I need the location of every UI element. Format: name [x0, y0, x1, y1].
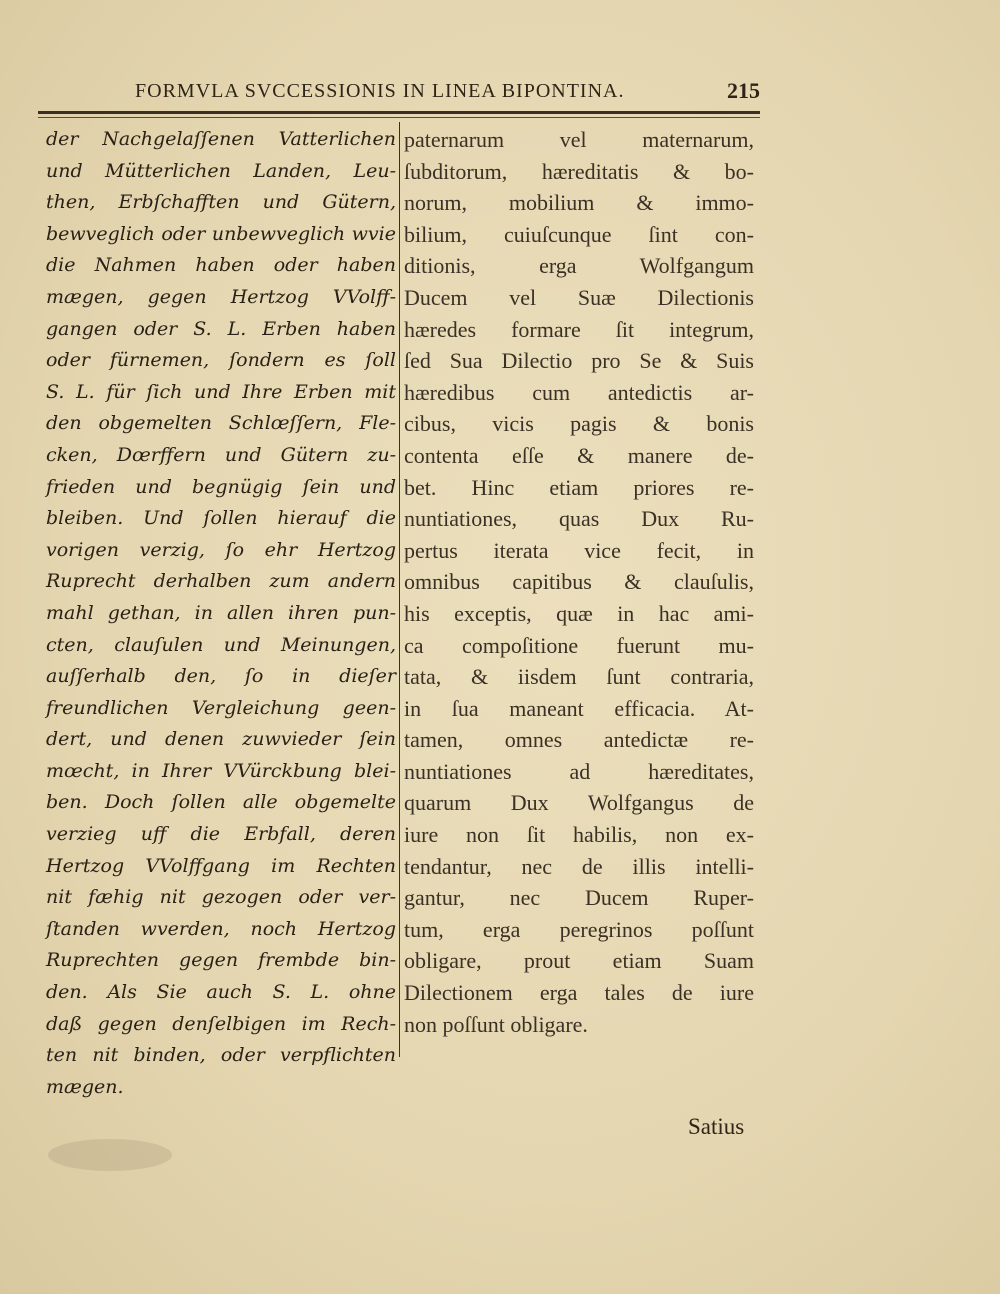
german-text-line: Ruprechten gegen frembde bin-	[46, 949, 396, 972]
german-text-line: mœcht, in Ihrer VVürckbung blei-	[46, 759, 396, 782]
page-number: 215	[727, 78, 760, 103]
german-text-line: mahl gethan, in allen ihren pun-	[46, 601, 396, 624]
german-text-line: den. Als Sie auch S. L. ohne	[46, 981, 396, 1004]
german-text-line: verzieg uff die Erbfall, deren	[46, 823, 396, 846]
german-text-line: then, Erbſchafften und Gütern,	[46, 191, 396, 214]
latin-text-line: tum, erga peregrinos poſſunt	[404, 916, 754, 942]
latin-text-line: Dilectionem erga tales de iure	[404, 980, 754, 1006]
latin-text-line: bet. Hinc etiam priores re-	[404, 474, 754, 500]
latin-text-line: obligare, prout etiam Suam	[404, 948, 754, 974]
running-head	[40, 78, 760, 106]
german-text-line: den obgemelten Schlœſſern, Fle-	[46, 412, 396, 435]
latin-text-line: contenta eſſe & manere de-	[404, 442, 754, 468]
latin-text-line: norum, mobilium & immo-	[404, 190, 754, 216]
german-text-line: die Nahmen haben oder haben	[46, 254, 396, 277]
german-text-line: ben. Doch ſollen alle obgemelte	[46, 791, 396, 814]
german-text-line: cten, clauſulen und Meinungen,	[46, 633, 396, 656]
german-text-line: ten nit binden, oder verpflichten	[46, 1044, 396, 1067]
german-text-line: gangen oder S. L. Erben haben	[46, 317, 396, 340]
latin-text-line: in ſua maneant efficacia. At-	[404, 695, 754, 721]
latin-text-line: his exceptis, quæ in hac ami-	[404, 600, 754, 626]
latin-text-line: pertus iterata vice fecit, in	[404, 537, 754, 563]
bleed-through-smudge	[45, 1135, 175, 1175]
german-text-line: Ruprecht derhalben zum andern	[46, 570, 396, 593]
german-text-line: cken, Dœrffern und Gütern zu-	[46, 443, 396, 466]
latin-text-line: ſubditorum, hæreditatis & bo-	[404, 158, 754, 184]
latin-text-line: gantur, nec Ducem Ruper-	[404, 885, 754, 911]
latin-text-line: tata, & iisdem ſunt contraria,	[404, 664, 754, 690]
german-text-line: dert, und denen zuwvieder ſein	[46, 728, 396, 751]
latin-text-line: ſed Sua Dilectio pro Se & Suis	[404, 348, 754, 374]
latin-text-line: hæredes formare ſit integrum,	[404, 316, 754, 342]
header-rule-thin	[38, 117, 760, 118]
column-divider	[399, 122, 400, 1057]
german-text-line: daß gegen denſelbigen im Rech-	[46, 1012, 396, 1035]
german-text-line: auſſerhalb den, ſo in dieſer	[46, 665, 396, 688]
running-title: FORMVLA SVCCESSIONIS IN LINEA BIPONTINA.	[135, 80, 625, 102]
german-text-line: freundlichen Vergleichung geen-	[46, 696, 396, 719]
latin-text-line: hæredibus cum antedictis ar-	[404, 379, 754, 405]
latin-text-line: omnibus capitibus & clauſulis,	[404, 569, 754, 595]
latin-text-line: cibus, vicis pagis & bonis	[404, 411, 754, 437]
latin-text-column	[404, 124, 754, 1040]
latin-text-line: iure non ſit habilis, non ex-	[404, 822, 754, 848]
latin-text-line: nuntiationes, quas Dux Ru-	[404, 506, 754, 532]
latin-text-line: tendantur, nec de illis intelli-	[404, 853, 754, 879]
german-text-line: Hertzog VVolffgang im Rechten	[46, 854, 396, 877]
german-text-line: nit fæhig nit gezogen oder ver-	[46, 886, 396, 909]
german-text-line: der Nachgelaſſenen Vatterlichen	[46, 128, 396, 150]
latin-text-line: Ducem vel Suæ Dilectionis	[404, 284, 754, 310]
latin-text-line: ca compoſitione fuerunt mu-	[404, 632, 754, 658]
german-text-column	[46, 124, 396, 1103]
latin-text-line: bilium, cuiuſcunque ſint con-	[404, 221, 754, 247]
catchword: Satius	[688, 1114, 745, 1139]
header-rule	[38, 111, 760, 114]
german-text-line: ſtanden wverden, noch Hertzog	[46, 917, 396, 940]
german-text-line: bleiben. Und ſollen hierauf die	[46, 507, 396, 530]
latin-text-line: quarum Dux Wolfgangus de	[404, 790, 754, 816]
german-text-line: frieden und begnügig ſein und	[46, 475, 396, 498]
german-text-line: vorigen verzig, ſo ehr Hertzog	[46, 538, 396, 561]
latin-text-line: paternarum vel maternarum,	[404, 127, 754, 152]
latin-text-line: tamen, omnes antedictæ re-	[404, 727, 754, 753]
german-text-line: bewveglich oder unbewveglich wvie	[46, 222, 396, 245]
german-text-line: mægen.	[46, 1075, 124, 1098]
german-text-line: und Mütterlichen Landen, Leu-	[46, 159, 396, 182]
latin-text-line: non poſſunt obligare.	[404, 1011, 588, 1037]
german-text-line: oder fürnemen, ſondern es ſoll	[46, 349, 396, 372]
german-text-line: S. L. für ſich und Ihre Erben mit	[46, 380, 396, 403]
latin-text-line: nuntiationes ad hæreditates,	[404, 758, 754, 784]
german-text-line: mægen, gegen Hertzog VVolff-	[46, 285, 396, 308]
latin-text-line: ditionis, erga Wolfgangum	[404, 253, 754, 279]
